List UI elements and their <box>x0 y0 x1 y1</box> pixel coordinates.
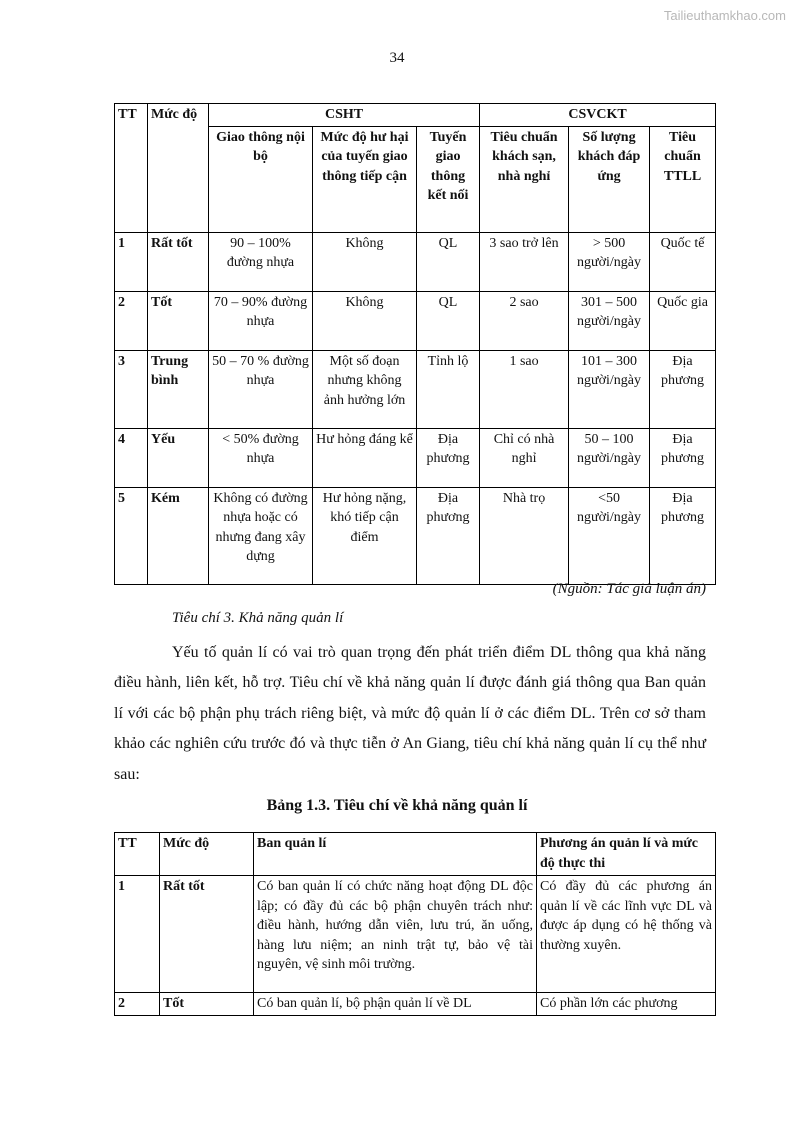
header-guest-capacity: Số lượng khách đáp ứng <box>569 126 650 232</box>
table-cell: < 50% đường nhựa <box>209 428 313 487</box>
table-row <box>115 232 716 291</box>
table-cell: Một số đoạn nhưng không ảnh hưởng lớn <box>313 350 417 428</box>
table-cell: Địa phương <box>650 428 716 487</box>
table-cell: Quốc tế <box>650 232 716 291</box>
watermark: Tailieuthamkhao.com <box>663 8 786 23</box>
header-connecting-route: Tuyến giao thông kết nối <box>417 126 480 232</box>
table-cell: QL <box>417 232 480 291</box>
table-cell: Hư hỏng đáng kể <box>313 428 417 487</box>
table-row <box>115 993 716 1016</box>
header-csht: CSHT <box>209 104 480 127</box>
header-tt: TT <box>115 104 148 233</box>
body-paragraph: Yếu tố quản lí có vai trò quan trọng đến phát triển điểm DL thông qua khả năng điều hành, liên kết, hỗ trợ. Tiêu chí về khả năng quản lí được đánh giá thông qua Ban quản lí với các bộ phận phụ trách riêng biệt, và mức độ quản lí ở các điểm DL. Trên cơ sở tham khảo các nghiên cứu trước đó và thực tiễn ở An Giang, tiêu chí khả năng quản lí cụ thể như sau: <box>114 644 706 783</box>
header-level: Mức độ <box>160 833 254 876</box>
table-cell: 101 – 300 người/ngày <box>569 350 650 428</box>
header-hotel-standard: Tiêu chuẩn khách sạn, nhà nghỉ <box>480 126 569 232</box>
table-row <box>115 876 716 993</box>
row-number: 4 <box>115 428 148 487</box>
criterion-heading: Tiêu chí 3. Khả năng quản lí <box>172 610 344 626</box>
table-cell: 50 – 70 % đường nhựa <box>209 350 313 428</box>
row-number: 2 <box>115 993 160 1016</box>
table-cell: 2 sao <box>480 291 569 350</box>
header-management-plan: Phương án quản lí và mức độ thực thi <box>537 833 716 876</box>
table-cell: Có phần lớn các phương <box>537 993 716 1016</box>
row-level: Tốt <box>148 291 209 350</box>
table-caption: Bảng 1.3. Tiêu chí về khả năng quản lí <box>266 797 528 814</box>
table-cell: 50 – 100 người/ngày <box>569 428 650 487</box>
header-road-damage: Mức độ hư hại của tuyến giao thông tiếp cận <box>313 126 417 232</box>
table-cell: Tỉnh lộ <box>417 350 480 428</box>
table-row <box>115 487 716 584</box>
table-cell: Không <box>313 291 417 350</box>
table-cell: Nhà trọ <box>480 487 569 584</box>
row-level: Trung bình <box>148 350 209 428</box>
table-row <box>115 350 716 428</box>
table-cell: Địa phương <box>417 487 480 584</box>
table-cell: Quốc gia <box>650 291 716 350</box>
table-cell: 1 sao <box>480 350 569 428</box>
table-cell: QL <box>417 291 480 350</box>
row-number: 2 <box>115 291 148 350</box>
table-cell: Chỉ có nhà nghỉ <box>480 428 569 487</box>
row-number: 3 <box>115 350 148 428</box>
row-number: 5 <box>115 487 148 584</box>
table-cell: 70 – 90% đường nhựa <box>209 291 313 350</box>
table-cell: Địa phương <box>650 350 716 428</box>
page-number: 34 <box>389 50 405 66</box>
header-level: Mức độ <box>148 104 209 233</box>
table-cell: Có ban quản lí, bộ phận quản lí về DL <box>254 993 537 1016</box>
table-row <box>115 291 716 350</box>
header-management-board: Ban quản lí <box>254 833 537 876</box>
table-cell: Có ban quản lí có chức năng hoạt động DL độc lập; có đầy đủ các bộ phận chuyên trách như: điều hành, hướng dẫn viên, lưu trú, ăn uống, hàng lưu niệm; an ninh trật tự, bảo vệ tài nguyên, vệ sinh môi trường. <box>254 876 537 993</box>
table-cell: Hư hỏng nặng, khó tiếp cận điểm <box>313 487 417 584</box>
row-level: Kém <box>148 487 209 584</box>
table-cell: Địa phương <box>650 487 716 584</box>
row-level: Rất tốt <box>160 876 254 993</box>
table-cell: Địa phương <box>417 428 480 487</box>
table-cell: 301 – 500 người/ngày <box>569 291 650 350</box>
header-internal-traffic: Giao thông nội bộ <box>209 126 313 232</box>
table-cell: Không <box>313 232 417 291</box>
table-cell: 3 sao trở lên <box>480 232 569 291</box>
source-note: (Nguồn: Tác giả luận án) <box>552 581 706 597</box>
table-cell: 90 – 100% đường nhựa <box>209 232 313 291</box>
header-tt: TT <box>115 833 160 876</box>
management-criteria-table <box>114 832 716 1016</box>
row-level: Tốt <box>160 993 254 1016</box>
row-number: 1 <box>115 232 148 291</box>
table-cell: <50 người/ngày <box>569 487 650 584</box>
row-level: Yếu <box>148 428 209 487</box>
table-cell: Có đầy đủ các phương án quản lí về các lĩnh vực DL và được áp dụng có hệ thống và thường xuyên. <box>537 876 716 993</box>
infrastructure-criteria-table <box>114 103 716 585</box>
header-csvckt: CSVCKT <box>480 104 716 127</box>
row-level: Rất tốt <box>148 232 209 291</box>
table-row <box>115 428 716 487</box>
table-cell: Không có đường nhựa hoặc có nhưng đang xây dựng <box>209 487 313 584</box>
header-ttll-standard: Tiêu chuẩn TTLL <box>650 126 716 232</box>
row-number: 1 <box>115 876 160 993</box>
table-cell: > 500 người/ngày <box>569 232 650 291</box>
